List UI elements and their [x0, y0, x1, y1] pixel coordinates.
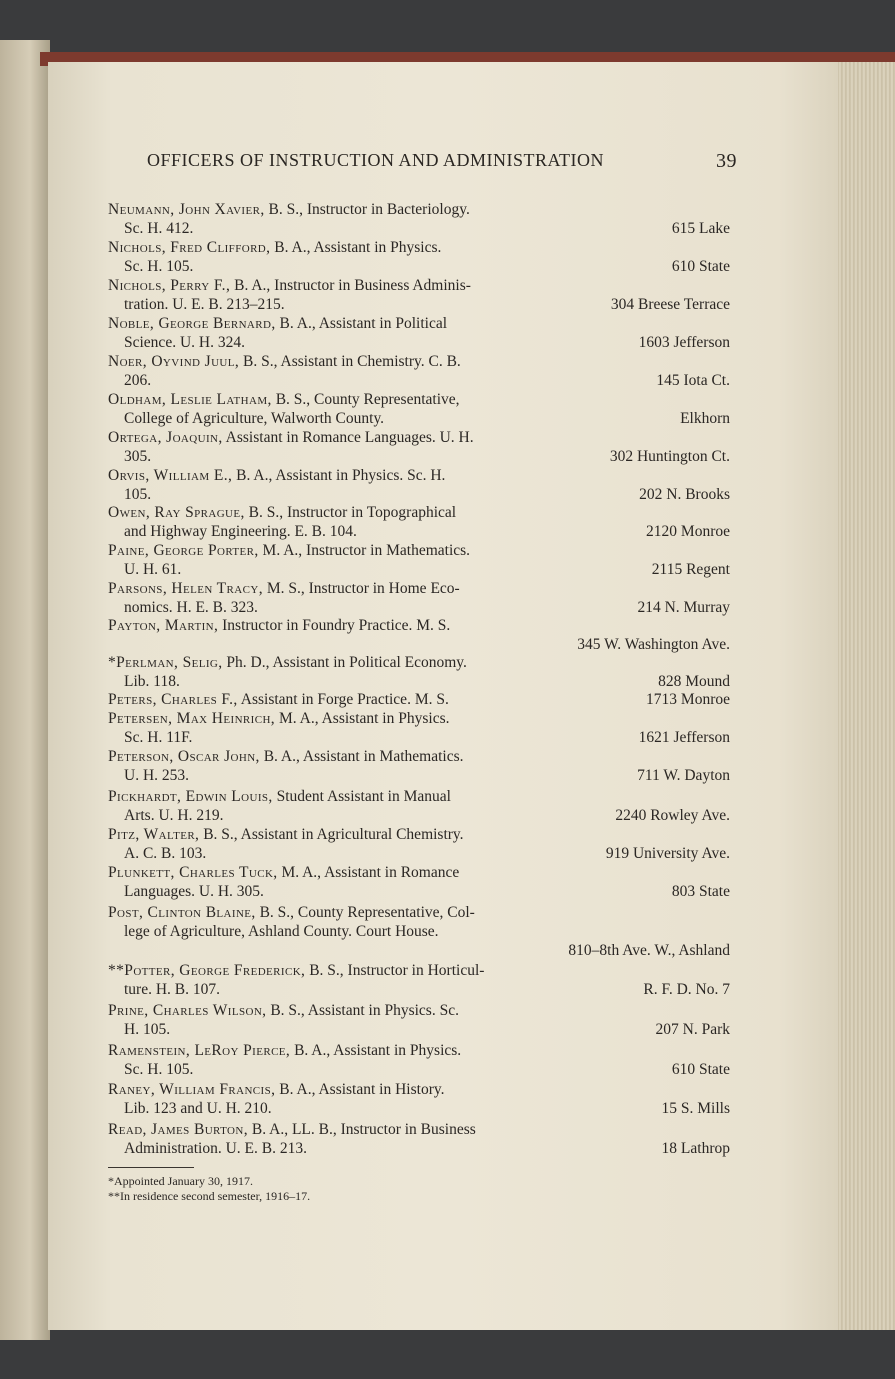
entry-title: B. A., LL. B., Instructor in Business — [251, 1121, 476, 1138]
previous-page-edge — [0, 40, 50, 1340]
entry-address: 828 Mound — [658, 672, 730, 690]
entry-address: 2120 Monroe — [646, 522, 730, 540]
entry-name: Oldham, Leslie Latham, — [108, 391, 272, 408]
entry-name: Orvis, William E., — [108, 467, 233, 484]
entry-address: 810–8th Ave. W., Ashland — [568, 941, 730, 959]
directory-entry — [108, 864, 730, 902]
entry-title: B. A., Instructor in Business Adminis- — [234, 277, 471, 294]
entry-office: Science. U. H. 324. — [124, 333, 245, 351]
entry-name: *Perlman, Selig, — [108, 654, 223, 671]
directory-entry — [108, 277, 730, 315]
directory-entry — [108, 654, 730, 692]
entry-title: B. A., Assistant in Physics. Sc. H. — [236, 467, 446, 484]
entry-address: 207 N. Park — [655, 1020, 730, 1038]
entry-address: 214 N. Murray — [637, 598, 730, 616]
entry-title: B. A., Assistant in Physics. — [294, 1042, 462, 1059]
footnote-residence: **In residence second semester, 1916–17. — [108, 1189, 311, 1203]
entry-name: Read, James Burton, — [108, 1121, 249, 1138]
entry-address: 145 Iota Ct. — [656, 371, 730, 389]
directory-entry — [108, 542, 730, 580]
directory-entry — [108, 504, 730, 542]
entry-address: 919 University Ave. — [605, 844, 730, 862]
entry-title: B. A., Assistant in History. — [279, 1081, 445, 1098]
entry-office: Sc. H. 105. — [124, 1060, 194, 1078]
directory-entry — [108, 315, 730, 353]
entry-address: 2240 Rowley Ave. — [615, 806, 730, 824]
entry-office: Lib. 123 and U. H. 210. — [124, 1099, 272, 1117]
entry-address: 610 State — [671, 257, 730, 275]
directory-entry — [108, 201, 730, 239]
entry-title: M. A., Assistant in Physics. — [278, 710, 450, 727]
entry-address: 202 N. Brooks — [639, 485, 730, 503]
entry-office: Sc. H. 11F. — [124, 728, 193, 746]
entry-office: Languages. U. H. 305. — [124, 882, 264, 900]
entry-office: 105. — [124, 485, 152, 503]
entry-name: Owen, Ray Sprague, — [108, 504, 245, 521]
entry-title: B. A., Assistant in Physics. — [274, 239, 442, 256]
entry-name: Nichols, Perry F., — [108, 277, 231, 294]
entry-name: Raney, William Francis, — [108, 1081, 276, 1098]
entry-name: Post, Clinton Blaine, — [108, 904, 256, 921]
directory-entry — [108, 962, 730, 1000]
entry-address: 18 Lathrop — [661, 1139, 730, 1157]
entry-name: Paine, George Porter, — [108, 542, 259, 559]
entry-office: A. C. B. 103. — [124, 844, 207, 862]
entry-office: 305. — [124, 447, 152, 465]
entry-address: 1713 Monroe — [646, 691, 730, 708]
footnote-rule — [108, 1167, 194, 1168]
entry-office: tration. U. E. B. 213–215. — [124, 295, 285, 313]
entry-address: R. F. D. No. 7 — [643, 980, 730, 998]
directory-entry — [108, 788, 730, 826]
entry-office: College of Agriculture, Walworth County. — [124, 409, 385, 427]
directory-entry — [108, 826, 730, 864]
directory-entry — [108, 467, 730, 505]
directory-entry — [108, 353, 730, 391]
entry-address: 15 S. Mills — [661, 1099, 730, 1117]
directory-entry — [108, 691, 730, 710]
entry-office: U. H. 61. — [124, 560, 182, 578]
entry-name: Nichols, Fred Clifford, — [108, 239, 271, 256]
entry-name: Payton, Martin, — [108, 617, 219, 634]
entry-name: **Potter, George Frederick, — [108, 962, 306, 979]
directory-entry — [108, 391, 730, 429]
entry-name: Noble, George Bernard, — [108, 315, 276, 332]
entry-name: Peterson, Oscar John, — [108, 748, 260, 765]
entry-title: Student Assistant in Manual — [276, 788, 451, 805]
entry-address: 345 W. Washington Ave. — [577, 635, 730, 653]
entry-address: Elkhorn — [680, 409, 730, 427]
entry-office: U. H. 253. — [124, 766, 190, 784]
entry-title: Instructor in Foundry Practice. M. S. — [222, 617, 451, 634]
entry-office: 206. — [124, 371, 152, 389]
entry-address: 302 Huntington Ct. — [609, 447, 730, 465]
entry-office: and Highway Engineering. E. B. 104. — [124, 522, 357, 540]
entry-title: Assistant in Romance Languages. U. H. — [225, 429, 474, 446]
entry-office: lege of Agriculture, Ashland County. Court House. — [124, 922, 439, 940]
entry-office: Sc. H. 412. — [124, 219, 194, 237]
entry-title: M. A., Assistant in Romance — [281, 864, 460, 881]
entry-name: Ortega, Joaquin, — [108, 429, 223, 446]
entry-name: Pickhardt, Edwin Louis, — [108, 788, 273, 805]
entry-title: B. S., Assistant in Physics. Sc. — [270, 1002, 459, 1019]
entry-title: B. S., Instructor in Bacteriology. — [268, 201, 470, 218]
entry-title: M. A., Instructor in Mathematics. — [262, 542, 471, 559]
entry-name: Prine, Charles Wilson, — [108, 1002, 267, 1019]
entry-name: Parsons, Helen Tracy, — [108, 580, 263, 597]
entry-office: Lib. 118. — [124, 672, 180, 690]
entry-title: B. A., Assistant in Political — [279, 315, 448, 332]
entry-address: 1621 Jefferson — [638, 728, 730, 746]
entry-address: 1603 Jefferson — [638, 333, 730, 351]
entry-address: 610 State — [671, 1060, 730, 1078]
entry-address: 803 State — [671, 882, 730, 900]
entry-title: B. S., Instructor in Horticul- — [309, 962, 485, 979]
entry-title: B. S., Assistant in Agricultural Chemistry. — [203, 826, 464, 843]
entry-title: B. S., County Representative, — [275, 391, 460, 408]
directory-entry — [108, 748, 730, 786]
entry-office: Sc. H. 105. — [124, 257, 194, 275]
entry-address: 2115 Regent — [651, 560, 730, 578]
directory-entry — [108, 1121, 730, 1159]
entry-title: B. A., Assistant in Mathematics. — [263, 748, 464, 765]
directory-entry — [108, 580, 730, 618]
entry-office: ture. H. B. 107. — [124, 980, 221, 998]
entry-address: 615 Lake — [671, 219, 730, 237]
entry-title: Ph. D., Assistant in Political Economy. — [226, 654, 467, 671]
directory-entry — [108, 429, 730, 467]
page-stack-edges — [838, 62, 895, 1330]
directory-entry — [108, 1081, 730, 1119]
page-title: OFFICERS OF INSTRUCTION AND ADMINISTRATION — [147, 150, 605, 170]
entry-name: Pitz, Walter, — [108, 826, 200, 843]
entry-name: Peters, Charles F., — [108, 691, 238, 708]
entry-name: Petersen, Max Heinrich, — [108, 710, 276, 727]
entry-address: 304 Breese Terrace — [610, 295, 730, 313]
directory-entry — [108, 239, 730, 277]
entry-name: Neumann, John Xavier, — [108, 201, 265, 218]
entry-title: B. S., Instructor in Topographical — [248, 504, 457, 521]
directory-entry — [108, 1042, 730, 1080]
directory-entry — [108, 904, 730, 960]
entry-office: Administration. U. E. B. 213. — [124, 1139, 307, 1157]
entry-name: Ramenstein, LeRoy Pierce, — [108, 1042, 291, 1059]
entry-title: B. S., County Representative, Col- — [259, 904, 475, 921]
entry-title: B. S., Assistant in Chemistry. C. B. — [243, 353, 461, 370]
entry-office: nomics. H. E. B. 323. — [124, 598, 258, 616]
entry-title: Assistant in Forge Practice. M. S. — [240, 691, 449, 708]
entry-name: Noer, Oyvind Juul, — [108, 353, 240, 370]
entry-office: H. 105. — [124, 1020, 171, 1038]
entry-office: Arts. U. H. 219. — [124, 806, 224, 824]
directory-entry — [108, 710, 730, 748]
directory-entry — [108, 617, 730, 655]
footnote-appointed: *Appointed January 30, 1917. — [108, 1174, 253, 1188]
page-number: 39 — [716, 150, 737, 172]
directory-entry — [108, 1002, 730, 1040]
entry-name: Plunkett, Charles Tuck, — [108, 864, 278, 881]
entry-title: M. S., Instructor in Home Eco- — [266, 580, 460, 597]
entry-address: 711 W. Dayton — [637, 766, 730, 784]
